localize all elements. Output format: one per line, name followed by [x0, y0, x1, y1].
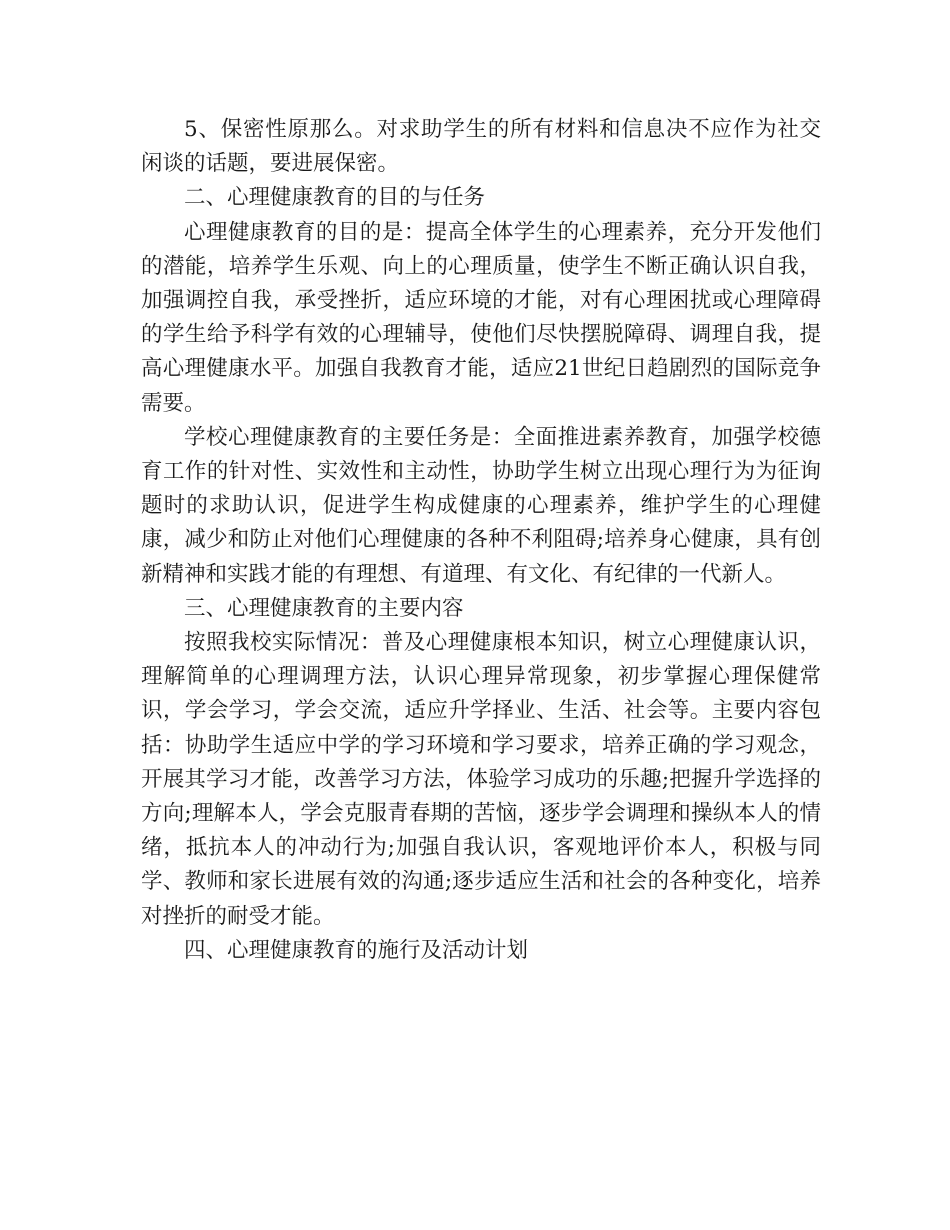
paragraph-confidentiality-principle: 5、保密性原那么。对求助学生的所有材料和信息决不应作为社交闲谈的话题，要进展保密。: [141, 117, 821, 177]
paragraph-education-goals: 心理健康教育的目的是：提高全体学生的心理素养，充分开发他们的潜能，培养学生乐观、向上的心理质量，使学生不断正确认识自我，加强调控自我，承受挫折，适应环境的才能，对有心理困扰或心理障碍的学生给予科学有效的心理辅导，使他们尽快摆脱障碍、调理自我，提高心理健康水平。加强自我教育才能，适应21世纪日趋剧烈的国际竞争需要。: [141, 219, 821, 416]
document-body: [141, 113, 821, 968]
section-heading-main-content: 三、心理健康教育的主要内容: [184, 595, 464, 621]
section-heading-goals-and-tasks: 二、心理健康教育的目的与任务: [184, 185, 486, 211]
paragraph-main-tasks: 学校心理健康教育的主要任务是：全面推进素养教育，加强学校德育工作的针对性、实效性和主动性，协助学生树立出现心理行为为征询题时的求助认识，促进学生构成健康的心理素养，维护学生的心理健康，减少和防止对他们心理健康的各种不利阻碍;培养身心健康，具有创新精神和实践才能的有理想、有道理、有文化、有纪律的一代新人。: [141, 424, 821, 587]
paragraph-main-content: 按照我校实际情况：普及心理健康根本知识，树立心理健康认识，理解简单的心理调理方法，认识心理异常现象，初步掌握心理保健常识，学会学习，学会交流，适应升学择业、生活、社会等。主要内容包括：协助学生适应中学的学习环境和学习要求，培养正确的学习观念，开展其学习才能，改善学习方法，体验学习成功的乐趣;把握升学选择的方向;理解本人，学会克服青春期的苦恼，逐步学会调理和操纵本人的情绪，抵抗本人的冲动行为;加强自我认识，客观地评价本人，积极与同学、教师和家长进展有效的沟通;逐步适应生活和社会的各种变化，培养对挫折的耐受才能。: [141, 630, 821, 929]
section-heading-implementation-plan: 四、心理健康教育的施行及活动计划: [184, 937, 529, 963]
